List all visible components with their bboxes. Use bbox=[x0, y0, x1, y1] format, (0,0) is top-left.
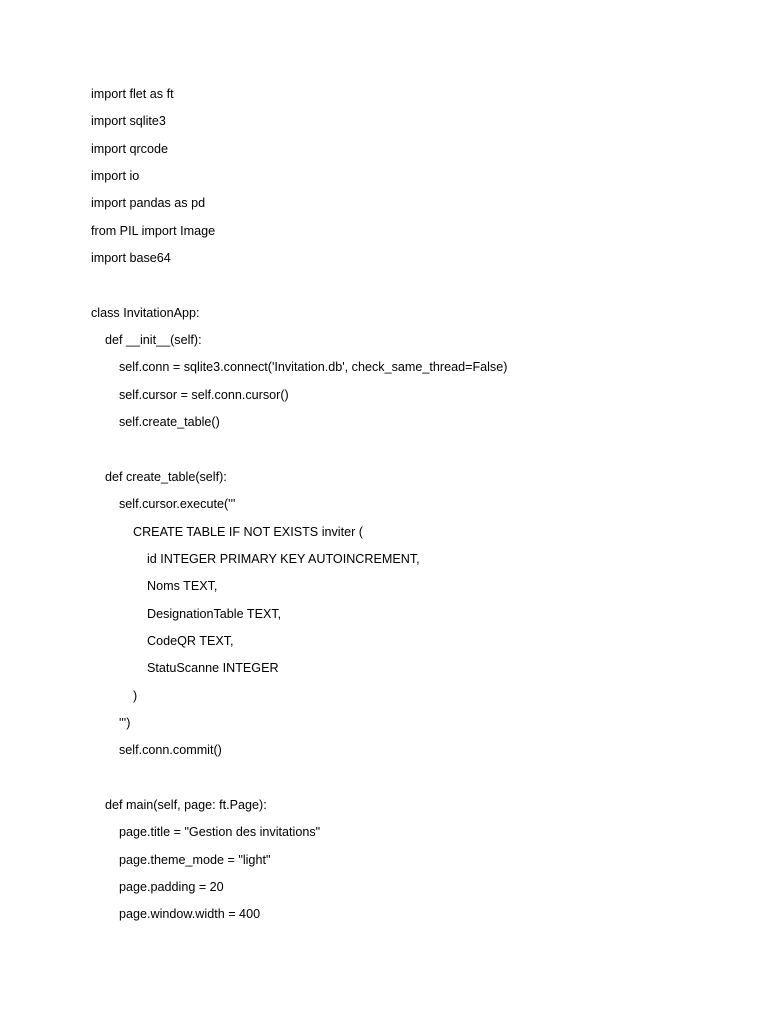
code-line: import flet as ft bbox=[91, 87, 174, 101]
code-line: CodeQR TEXT, bbox=[91, 633, 234, 648]
code-line: DesignationTable TEXT, bbox=[91, 606, 282, 621]
code-line: page.window.width = 400 bbox=[91, 907, 261, 922]
code-line: page.padding = 20 bbox=[91, 879, 224, 894]
blank-line bbox=[91, 770, 731, 797]
code-line: self.conn.commit() bbox=[91, 743, 222, 758]
code-line: def create_table(self): bbox=[91, 469, 227, 484]
code-line: page.title = "Gestion des invitations" bbox=[91, 825, 321, 840]
code-line: from PIL import Image bbox=[91, 223, 216, 238]
code-line: import base64 bbox=[91, 251, 171, 266]
code-line: page.theme_mode = "light" bbox=[91, 852, 271, 867]
code-line: Noms TEXT, bbox=[91, 579, 218, 594]
code-line: ) bbox=[91, 688, 138, 703]
code-line: import pandas as pd bbox=[91, 196, 206, 211]
code-line: self.conn = sqlite3.connect('Invitation.db', check_same_thread=False) bbox=[91, 360, 508, 375]
code-line: import qrcode bbox=[91, 141, 168, 156]
code-line: CREATE TABLE IF NOT EXISTS inviter ( bbox=[91, 524, 363, 539]
code-line: id INTEGER PRIMARY KEY AUTOINCREMENT, bbox=[91, 551, 420, 566]
code-line: ''') bbox=[91, 715, 131, 730]
code-line: StatuScanne INTEGER bbox=[91, 661, 279, 676]
code-line: class InvitationApp: bbox=[91, 305, 200, 320]
code-block bbox=[91, 86, 731, 934]
code-line: def main(self, page: ft.Page): bbox=[91, 797, 267, 812]
code-line: self.create_table() bbox=[91, 415, 220, 430]
code-line: import sqlite3 bbox=[91, 114, 166, 129]
code-line: import io bbox=[91, 169, 140, 184]
blank-line bbox=[91, 441, 731, 468]
blank-line bbox=[91, 277, 731, 304]
code-line: self.cursor.execute(''' bbox=[91, 497, 236, 512]
code-line: def __init__(self): bbox=[91, 333, 202, 348]
code-line: self.cursor = self.conn.cursor() bbox=[91, 387, 289, 402]
